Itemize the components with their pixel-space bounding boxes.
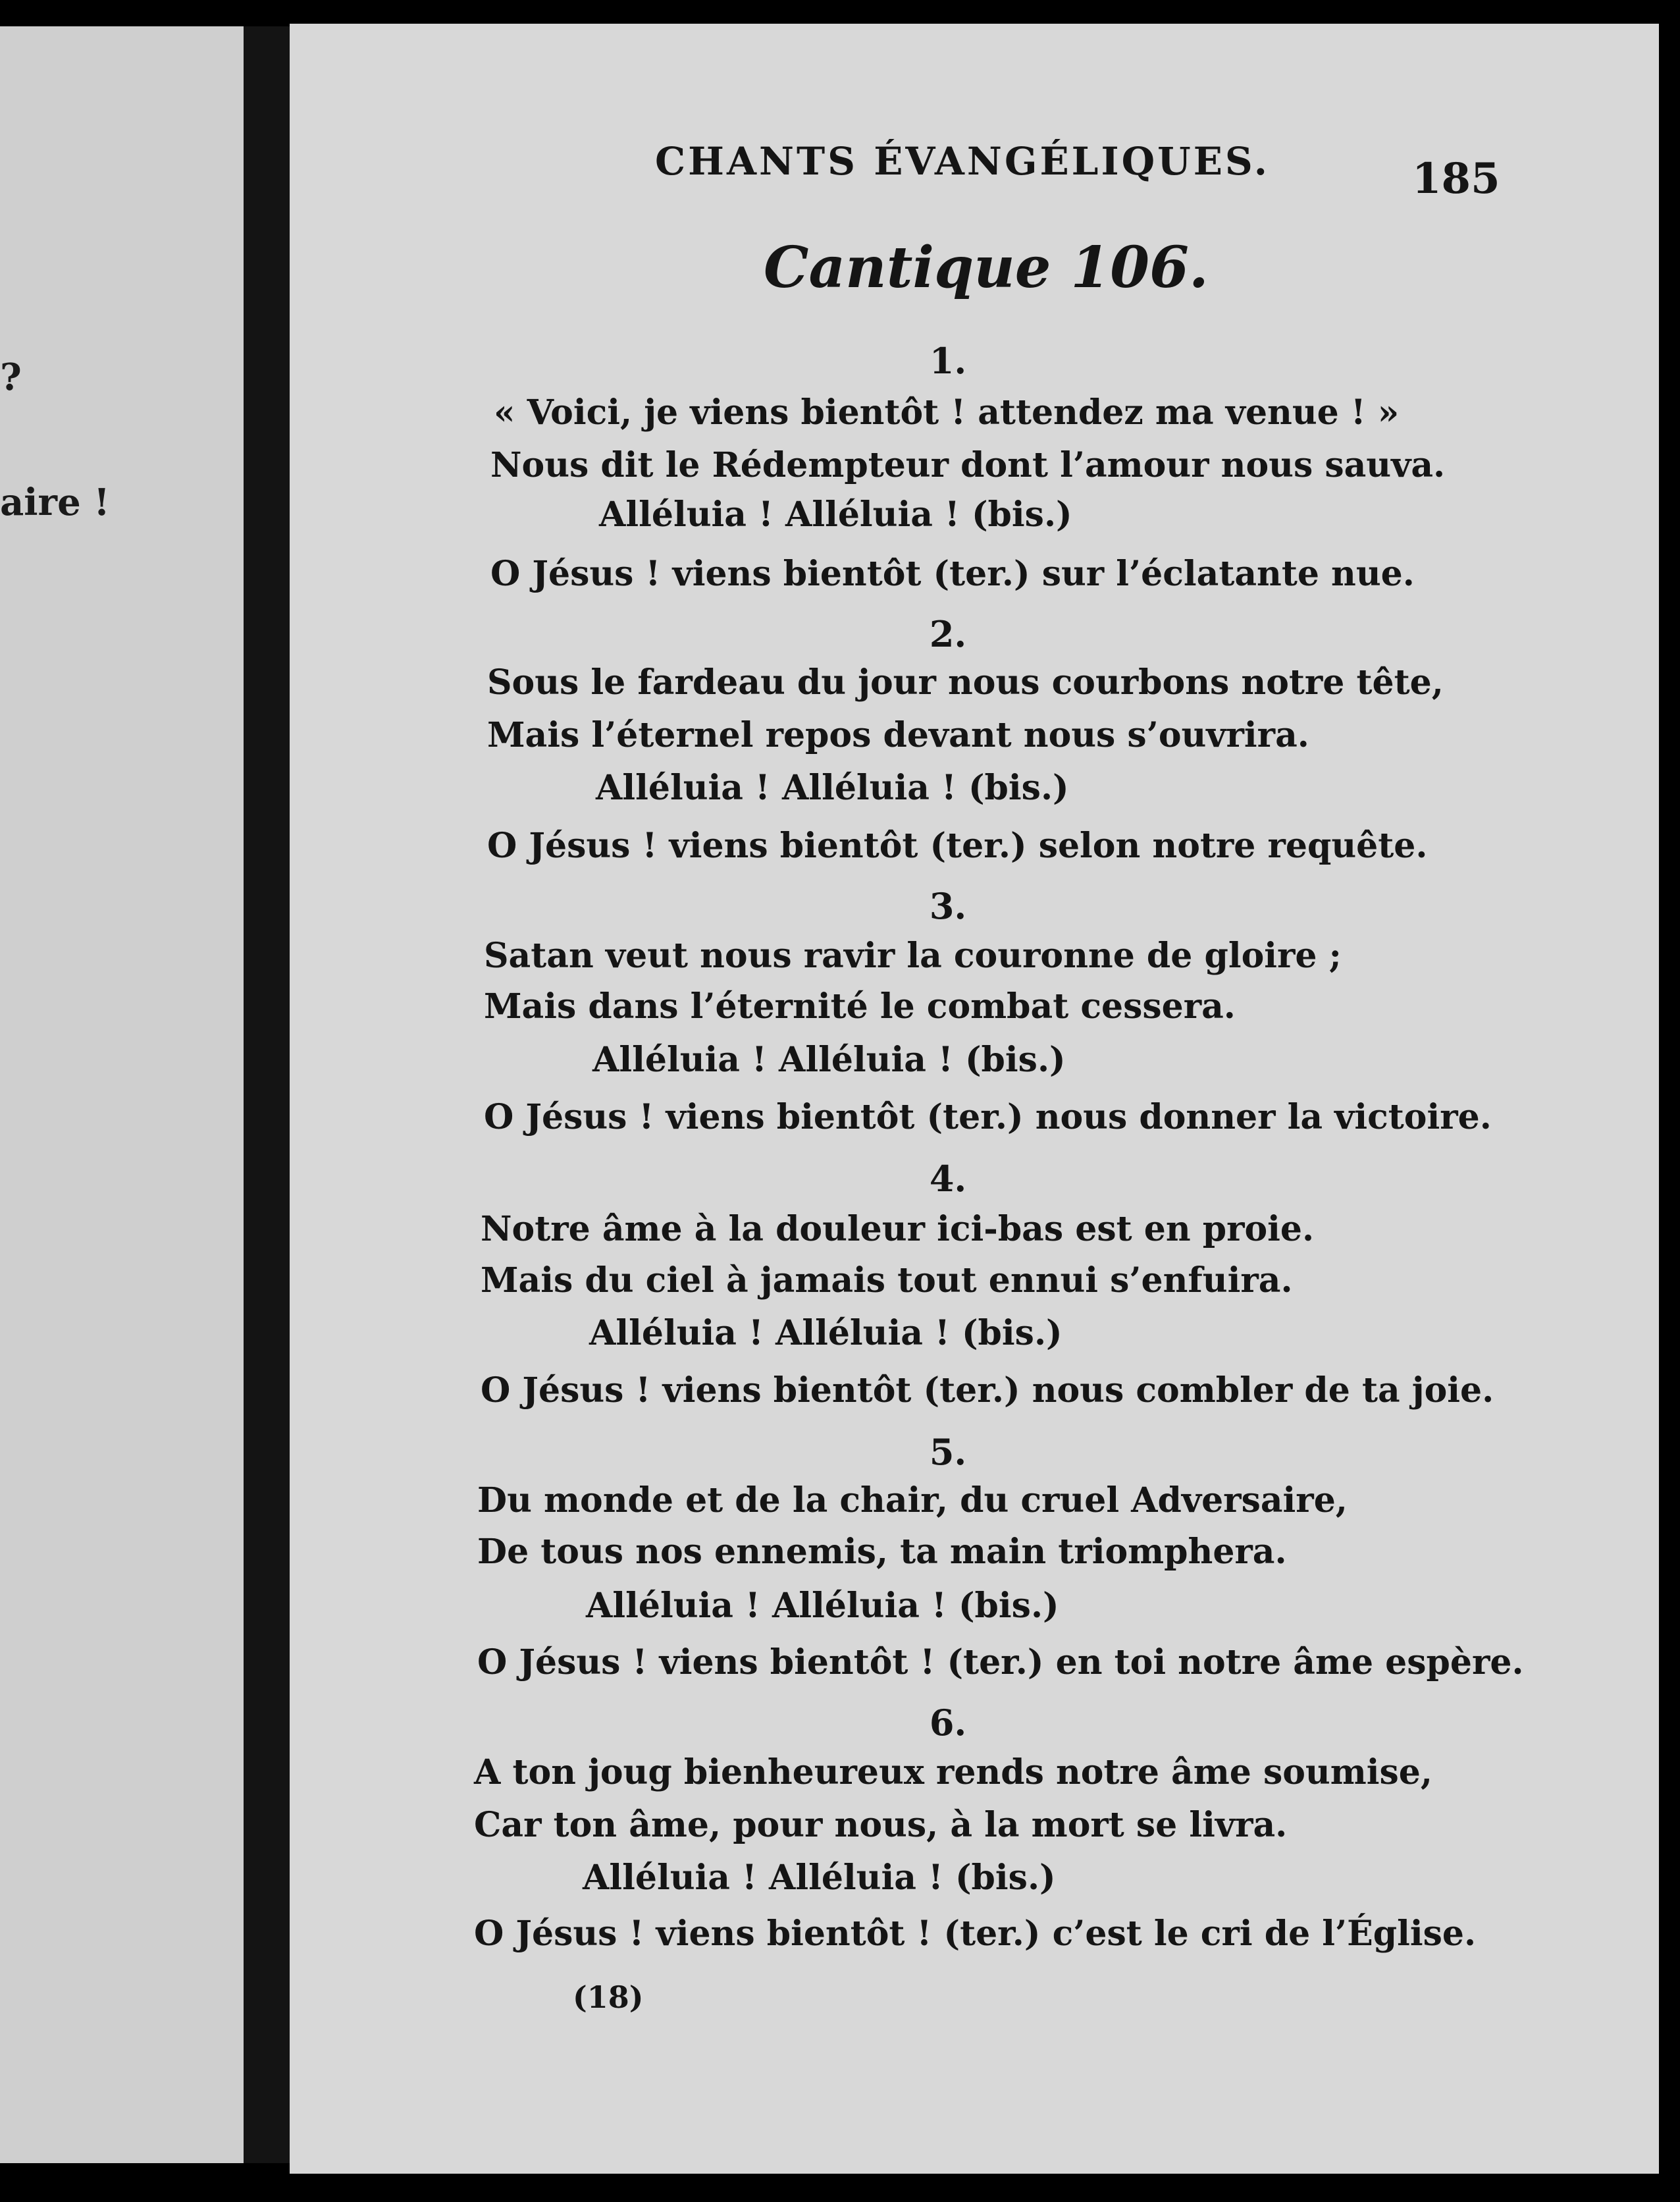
- stanza-number: 4.: [929, 1158, 967, 1200]
- refrain-line: Alléluia ! Alléluia ! (bis.): [583, 1858, 1056, 1898]
- verse-line: O Jésus ! viens bientôt (ter.) nous combler de ta joie.: [481, 1370, 1494, 1410]
- refrain-line: Alléluia ! Alléluia ! (bis.): [589, 1313, 1063, 1353]
- left-page-edge: [0, 26, 244, 2163]
- verse-line: Sous le fardeau du jour nous courbons notre tête,: [487, 662, 1444, 703]
- refrain-line: Alléluia ! Alléluia ! (bis.): [592, 1040, 1066, 1080]
- stanza-number: 6.: [929, 1702, 967, 1744]
- verse-line: O Jésus ! viens bientôt ! (ter.) en toi notre âme espère.: [477, 1642, 1524, 1682]
- verse-line: O Jésus ! viens bientôt (ter.) selon notre requête.: [487, 826, 1428, 866]
- running-head: CHANTS ÉVANGÉLIQUES.: [655, 139, 1270, 184]
- verse-line: Mais l’éternel repos devant nous s’ouvrira.: [487, 715, 1309, 755]
- refrain-line: Alléluia ! Alléluia ! (bis.): [599, 495, 1072, 535]
- verse-line: Du monde et de la chair, du cruel Adversaire,: [477, 1480, 1348, 1520]
- verse-line: Mais du ciel à jamais tout ennui s’enfuira.: [481, 1260, 1293, 1301]
- signature-mark: (18): [573, 1979, 644, 2015]
- verse-line: De tous nos ennemis, ta main triomphera.: [477, 1532, 1287, 1572]
- verse-line: Notre âme à la douleur ici-bas est en proie.: [481, 1209, 1315, 1249]
- book-gutter: [244, 26, 290, 2163]
- left-page-fragment: aire !: [0, 481, 110, 524]
- left-page-fragment: ?: [0, 356, 22, 399]
- stanza-number: 1.: [929, 340, 967, 382]
- refrain-line: Alléluia ! Alléluia ! (bis.): [586, 1586, 1059, 1626]
- verse-line: O Jésus ! viens bientôt (ter.) sur l’éclatante nue.: [490, 554, 1415, 594]
- refrain-line: Alléluia ! Alléluia ! (bis.): [596, 768, 1069, 808]
- verse-line: O Jésus ! viens bientôt (ter.) nous donner la victoire.: [484, 1097, 1492, 1137]
- verse-line: Satan veut nous ravir la couronne de gloire ;: [484, 936, 1342, 976]
- verse-line: Nous dit le Rédempteur dont l’amour nous sauva.: [490, 445, 1446, 485]
- page-number: 185: [1412, 154, 1500, 203]
- verse-line: « Voici, je viens bientôt ! attendez ma venue ! »: [494, 392, 1400, 433]
- verse-line: Mais dans l’éternité le combat cessera.: [484, 986, 1236, 1027]
- hymn-title: Cantique 106.: [764, 234, 1209, 301]
- stanza-number: 5.: [929, 1431, 967, 1473]
- verse-line: O Jésus ! viens bientôt ! (ter.) c’est le cri de l’Église.: [474, 1914, 1477, 1954]
- right-page: [290, 24, 1659, 2174]
- verse-line: Car ton âme, pour nous, à la mort se livra.: [474, 1805, 1288, 1845]
- stanza-number: 2.: [929, 613, 967, 655]
- stanza-number: 3.: [929, 885, 967, 927]
- verse-line: A ton joug bienheureux rends notre âme soumise,: [474, 1752, 1432, 1792]
